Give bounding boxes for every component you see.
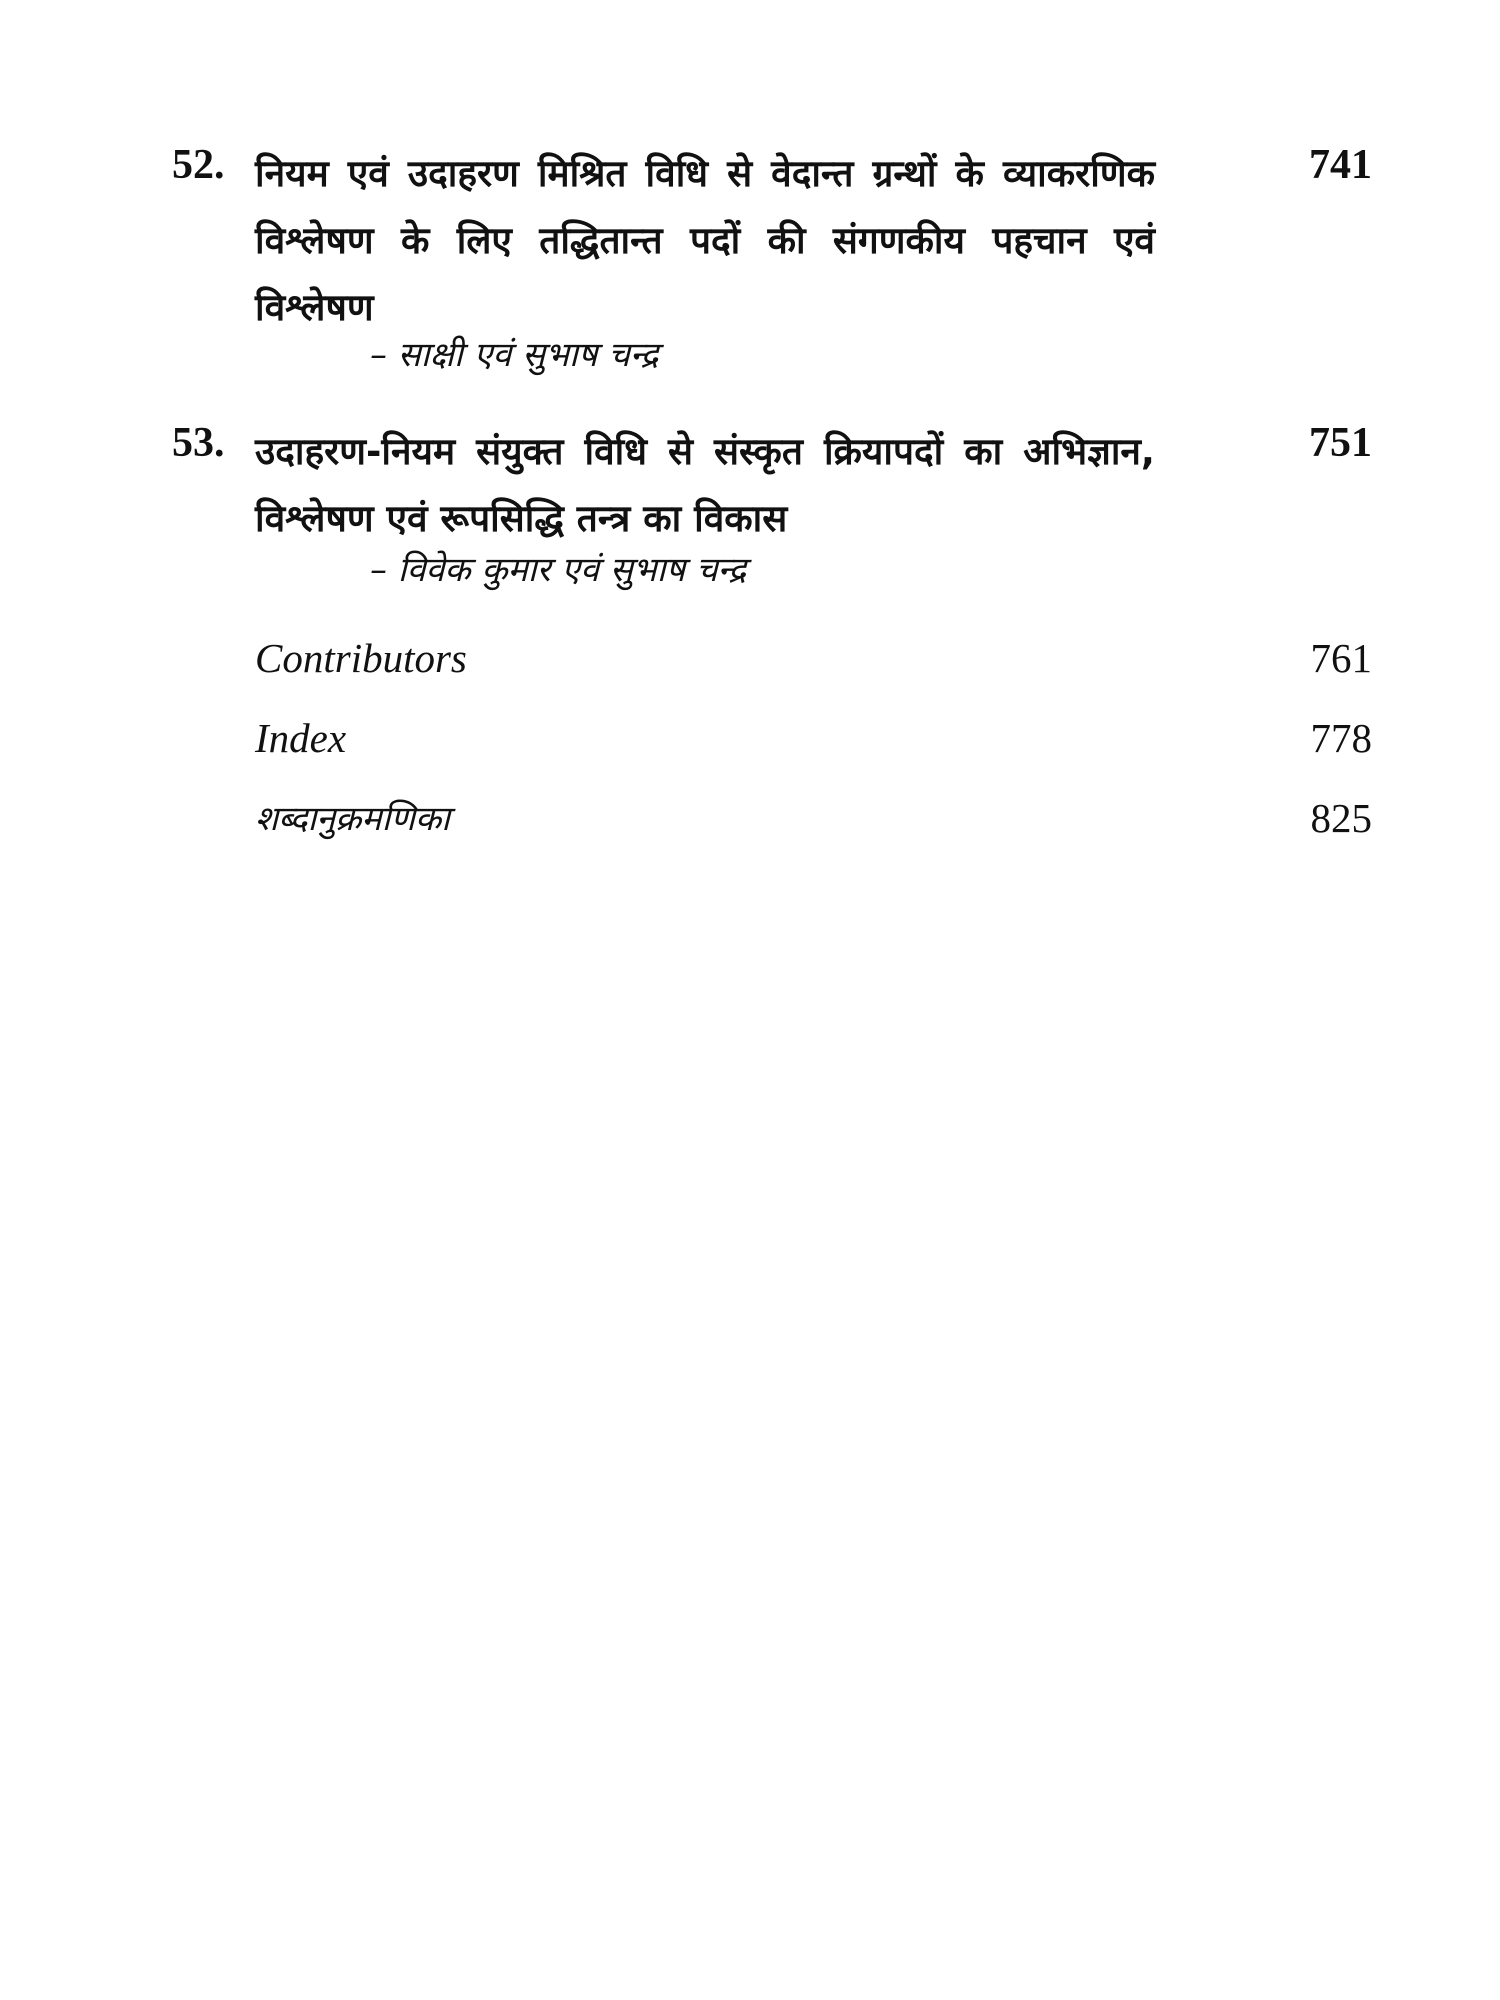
entry-author: – साक्षी एवं सुभाष चन्द्र (370, 335, 659, 375)
entry-page-number: 751 (1309, 420, 1372, 466)
toc-entry-53 (172, 418, 1372, 608)
back-matter-contributors (255, 635, 1372, 688)
back-matter-label: Contributors (255, 635, 467, 681)
back-matter-page-number: 825 (1310, 795, 1372, 841)
back-matter-index (255, 715, 1372, 768)
back-matter-label: शब्दानुक्रमणिका (255, 799, 450, 839)
entry-page-number: 741 (1309, 142, 1372, 188)
entry-author: – विवेक कुमार एवं सुभाष चन्द्र (370, 550, 747, 590)
back-matter-page-number: 761 (1310, 635, 1372, 681)
back-matter-shabdanukramanika (255, 795, 1372, 848)
back-matter-label: Index (255, 715, 347, 761)
entry-number: 52. (172, 142, 225, 188)
entry-number: 53. (172, 420, 225, 466)
entry-title: उदाहरण-नियम संयुक्त विधि से संस्कृत क्रियापदों का अभिज्ञान, विश्लेषण एवं रूपसिद्धि तन्त्र का विकास (255, 430, 1155, 540)
toc-entry-52 (172, 140, 1372, 390)
back-matter-page-number: 778 (1310, 715, 1372, 761)
entry-title: नियम एवं उदाहरण मिश्रित विधि से वेदान्त ग्रन्थों के व्याकरणिक विश्लेषण के लिए तद्धितान्त पदों की संगणकीय पहचान एवं विश्लेषण (255, 152, 1155, 329)
